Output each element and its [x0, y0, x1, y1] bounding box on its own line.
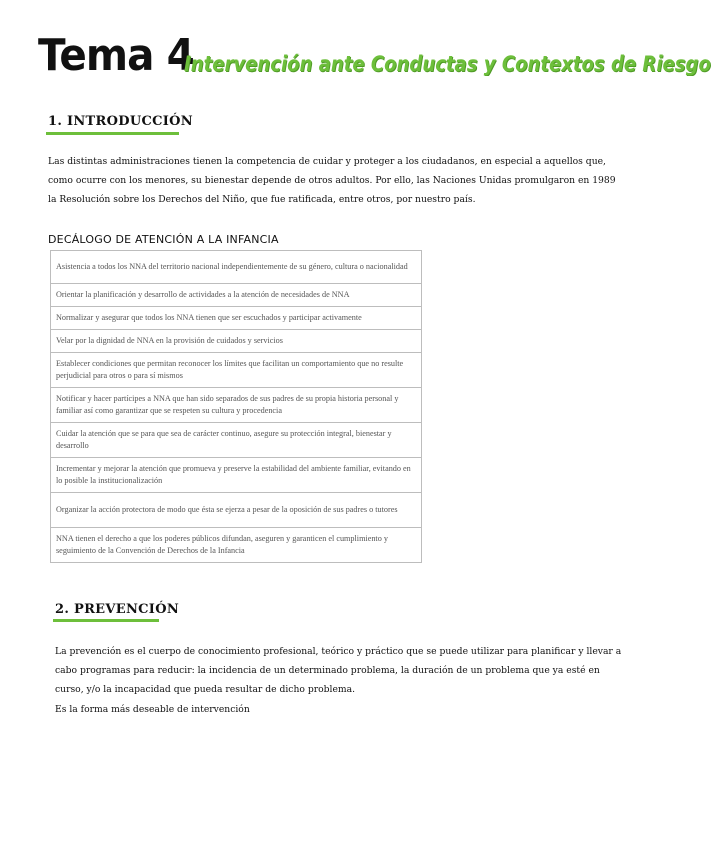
table-row — [51, 388, 422, 423]
prevention-paragraph: La prevención es el cuerpo de conocimiento profesional, teórico y práctico que se puede utilizar para planificar y llevar a cabo programas para reducir: la incidencia de un determinado problema, la duración de un problema que ya esté en curso, y/o la incapacidad que pueda resultar de dicho problema. — [55, 646, 622, 695]
table-row — [51, 307, 422, 330]
decalogo-title: DECÁLOGO DE ATENCIÓN A LA INFANCIA — [48, 233, 279, 246]
table-cell: Velar por la dignidad de NNA en la provisión de cuidados y servicios — [51, 330, 422, 353]
table-row — [51, 528, 422, 563]
section-heading-introduccion: 1. INTRODUCCIÓN — [48, 114, 193, 129]
section-underline — [53, 619, 159, 622]
topic-subtitle: Intervención ante Conductas y Contextos de Riesgo — [184, 52, 711, 76]
table-cell: Notificar y hacer partícipes a NNA que han sido separados de sus padres de su propia historia personal y familiar así como garantizar que se respeten su cultura y procedencia — [51, 388, 422, 423]
table-row — [51, 330, 422, 353]
table-cell: Establecer condiciones que permitan reconocer los límites que facilitan un comportamiento que no resulte perjudicial para otros o para sí mismos — [51, 353, 422, 388]
table-row — [51, 458, 422, 493]
table-cell: Incrementar y mejorar la atención que promueva y preserve la estabilidad del ambiente familiar, evitando en lo posible la institucionalización — [51, 458, 422, 493]
table-cell: Asistencia a todos los NNA del territorio nacional independientemente de su género, cultura o nacionalidad — [51, 251, 422, 284]
table-row — [51, 493, 422, 528]
section-underline — [46, 132, 179, 135]
table-cell: NNA tienen el derecho a que los poderes públicos difundan, aseguren y garanticen el cumplimiento y seguimiento de la Convención de Derechos de la Infancia — [51, 528, 422, 563]
section-heading-prevencion: 2. PREVENCIÓN — [55, 602, 179, 617]
table-row — [51, 284, 422, 307]
table-row — [51, 251, 422, 284]
table-cell: Normalizar y asegurar que todos los NNA tienen que ser escuchados y participar activamente — [51, 307, 422, 330]
topic-number-title: Tema 4 — [38, 30, 194, 81]
intro-paragraph: Las distintas administraciones tienen la competencia de cuidar y proteger a los ciudadanos, en especial a aquellos que, como ocurre con los menores, su bienestar depende de otros adultos. Por ello, las Naciones Unidas promulgaron en 1989 la Resolución sobre los Derechos del Niño, que fue ratificada, entre otros, por nuestro país. — [48, 156, 616, 205]
table-cell: Orientar la planificación y desarrollo de actividades a la atención de necesidades de NNA — [51, 284, 422, 307]
table-row — [51, 423, 422, 458]
table-row — [51, 353, 422, 388]
prevention-note: Es la forma más deseable de intervención — [55, 704, 250, 715]
table-cell: Cuidar la atención que se para que sea de carácter continuo, asegure su protección integral, bienestar y desarrollo — [51, 423, 422, 458]
table-cell: Organizar la acción protectora de modo que ésta se ejerza a pesar de la oposición de sus padres o tutores — [51, 493, 422, 528]
decalogo-table — [50, 250, 422, 563]
